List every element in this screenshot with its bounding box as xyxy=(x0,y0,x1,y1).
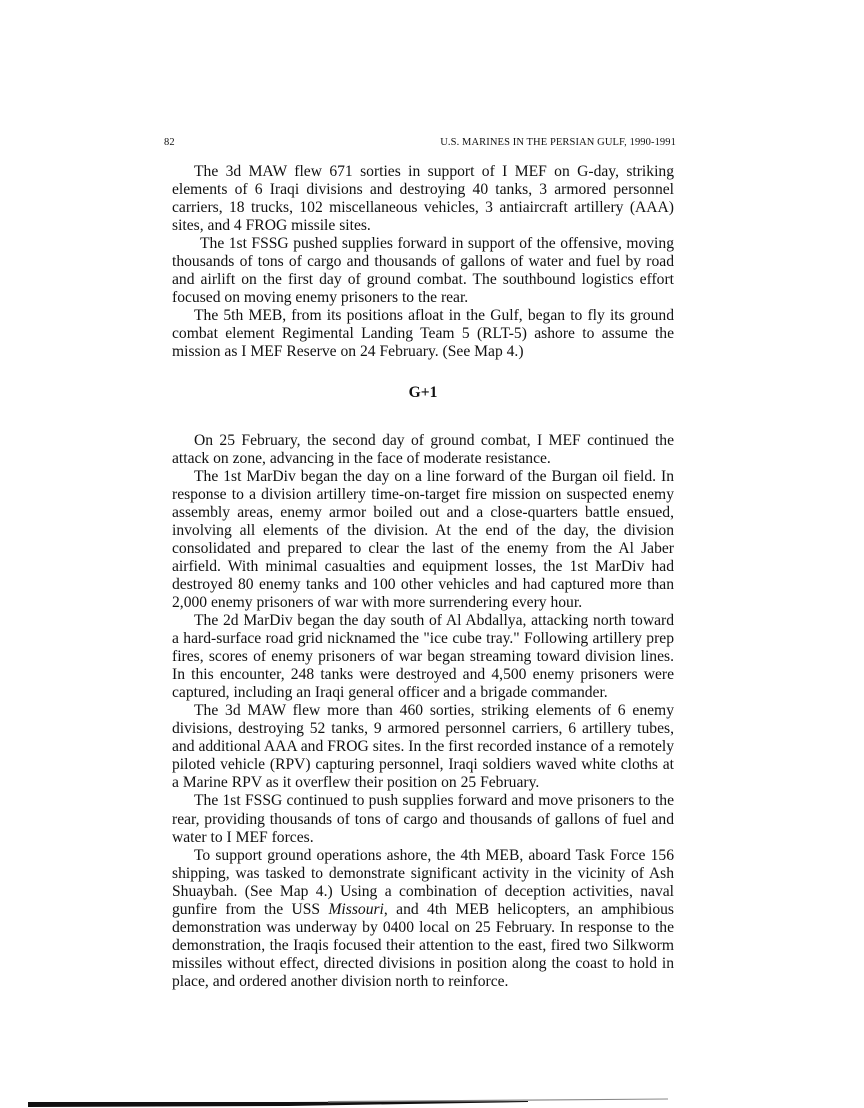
paragraph-25-february: On 25 February, the second day of ground combat, I MEF continued the attack on zone, advancing in the face of moderate resistance. xyxy=(172,431,674,467)
paragraph-1st-mardiv: The 1st MarDiv began the day on a line forward of the Burgan oil field. In response to a division artillery time-on-target fire mission on suspected enemy assembly areas, enemy armor boiled out and a close-quarters battle ensued, involving all elements of the division. At the end of the day, the division consolidated and prepared to clear the last of the enemy from the Al Jaber airfield. With minimal casualties and equipment losses, the 1st MarDiv had destroyed 80 enemy tanks and 100 other vehicles and had captured more than 2,000 enemy prisoners of war with more surrendering every hour. xyxy=(172,467,674,611)
body-text xyxy=(172,163,674,991)
paragraph-1st-fssg-g1: The 1st FSSG continued to push supplies forward and move prisoners to the rear, providing thousands of tons of cargo and thousands of gallons of fuel and water to I MEF forces. xyxy=(172,792,674,846)
scan-edge-dark xyxy=(28,1101,528,1107)
section-heading: G+1 xyxy=(408,383,438,401)
paragraph-4th-meb xyxy=(172,847,674,991)
paragraph-3d-maw-g1: The 3d MAW flew more than 460 sorties, striking elements of 6 enemy divisions, destroying 52 tanks, 9 armored personnel carriers, 6 artillery tubes, and additional AAA and FROG sites. In the first recorded instance of a remotely piloted vehicle (RPV) capturing personnel, Iraqi soldiers waved white cloths at a Marine RPV as it overflew their position on 25 February. xyxy=(172,702,674,792)
running-title: U.S. MARINES IN THE PERSIAN GULF, 1990-1991 xyxy=(440,137,676,148)
scan-edge-line xyxy=(28,1098,668,1108)
paragraph-1st-fssg-g-day: The 1st FSSG pushed supplies forward in support of the offensive, moving thousands of tons of cargo and thousands of gallons of water and fuel by road and airlift on the first day of ground combat. The southbound logistics effort focused on moving enemy prisoners to the rear. xyxy=(172,235,674,307)
page-number: 82 xyxy=(164,137,175,148)
text-run: , and 4th MEB helicopters, an amphibious demonstration was underway by 0400 local on 25 February. In response to the demonstration, the Iraqis focused their attention to the east, fired two Silkworm missiles without effect, directed divisions in position along the coast to hold in place, and ordered another division north to reinforce. xyxy=(172,900,674,990)
running-head xyxy=(164,137,676,151)
ship-name-italic: Missouri xyxy=(328,900,384,918)
paragraph-5th-meb: The 5th MEB, from its positions afloat in the Gulf, began to fly its ground combat element Regimental Landing Team 5 (RLT-5) ashore to assume the mission as I MEF Reserve on 24 February. (See Map 4.) xyxy=(172,307,674,361)
spacer xyxy=(172,362,674,384)
paragraph-3d-maw-g-day: The 3d MAW flew 671 sorties in support of I MEF on G-day, striking elements of 6 Iraqi divisions and destroying 40 tanks, 3 armored personnel carriers, 18 trucks, 102 miscellaneous vehicles, 3 antiaircraft artillery (AAA) sites, and 4 FROG missile sites. xyxy=(172,163,674,235)
text-run: To support ground operations ashore, the 4th MEB, aboard Task Force 156 shipping, was tasked to demonstrate significant activity in the vicinity of Ash Shuaybah. (See Map 4.) Using a combination of deception activities, naval gunfire from the USS xyxy=(172,846,674,918)
paragraph-2d-mardiv: The 2d MarDiv began the day south of Al Abdallya, attacking north toward a hard-surface road grid nicknamed the "ice cube tray." Following artillery prep fires, scores of enemy prisoners of war began streaming toward division lines. In this encounter, 248 tanks were destroyed and 4,500 enemy prisoners were captured, including an Iraqi general officer and a brigade commander. xyxy=(172,611,674,702)
spacer xyxy=(172,402,674,432)
